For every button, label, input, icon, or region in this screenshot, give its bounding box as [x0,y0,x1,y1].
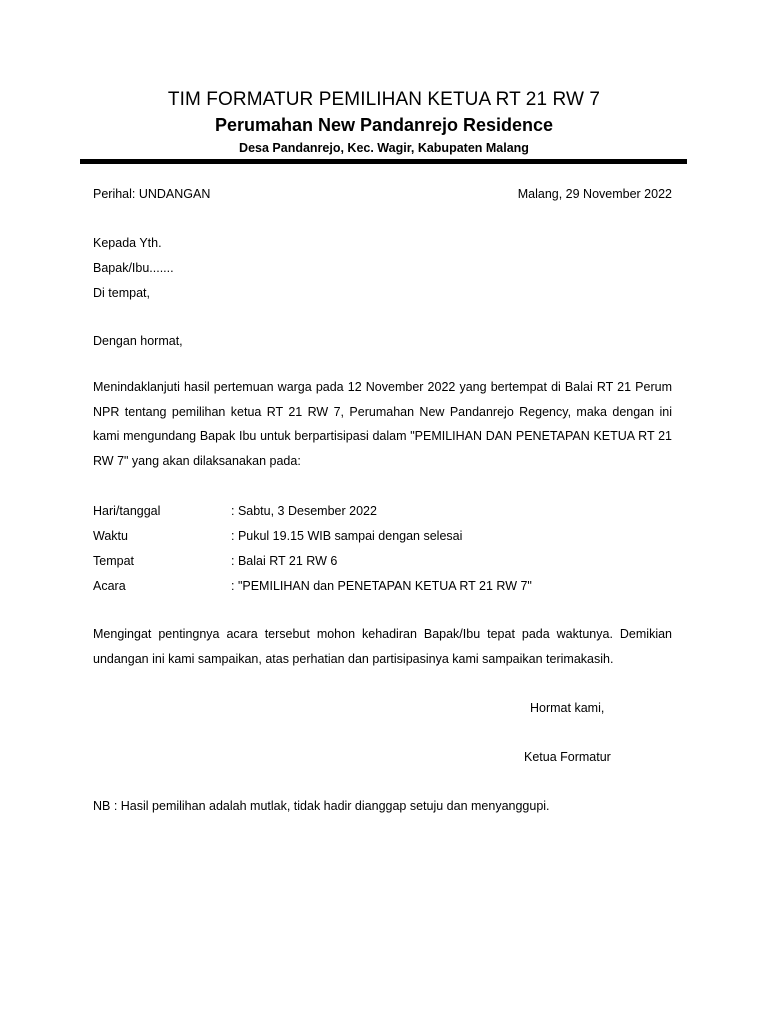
letterhead-address: Desa Pandanrejo, Kec. Wagir, Kabupaten Malang [239,141,529,155]
detail-label: Tempat [93,554,134,568]
subject-line: Perihal: UNDANGAN [93,187,211,201]
place-date: Malang, 29 November 2022 [517,187,672,201]
letterhead-title: TIM FORMATUR PEMILIHAN KETUA RT 21 RW 7 [167,89,601,110]
letterhead-subtitle: Perumahan New Pandanrejo Residence [214,115,554,135]
detail-label: Acara [93,579,126,593]
sign-off: Hormat kami, [530,701,605,715]
detail-label: Waktu [93,529,128,543]
closing-paragraph: Mengingat pentingnya acara tersebut mohon kehadiran Bapak/Ibu tepat pada waktunya. Demikian undangan ini kami sampaikan, atas perhatian dan partisipasinya kami sampaikan terimakasih. [93,627,672,666]
letterhead [80,88,688,157]
recipient-line-2: Bapak/Ibu....... [93,261,174,275]
detail-label: Hari/tanggal [93,504,161,518]
letterhead-divider [80,159,687,164]
footnote: NB : Hasil pemilihan adalah mutlak, tidak hadir dianggap setuju dan menyanggupi. [93,799,550,813]
signatory-title: Ketua Formatur [524,750,611,764]
recipient-line-3: Di tempat, [93,286,150,300]
detail-value: : Sabtu, 3 Desember 2022 [231,504,377,518]
body-intro-paragraph: Menindaklanjuti hasil pertemuan warga pada 12 November 2022 yang bertempat di Balai RT 21 Perum NPR tentang pemilihan ketua RT 21 RW 7, Perumahan New Pandanrejo Regency, maka dengan ini kami mengundang Bapak Ibu untuk berpartisipasi dalam "PEMILIHAN DAN PENETAPAN KETUA RT 21 RW 7" yang akan dilaksanakan pada: [93,380,672,468]
greeting: Dengan hormat, [93,334,183,348]
detail-value: : Pukul 19.15 WIB sampai dengan selesai [231,529,463,543]
recipient-line-1: Kepada Yth. [93,236,162,250]
detail-value: : "PEMILIHAN dan PENETAPAN KETUA RT 21 RW 7" [231,579,532,593]
detail-value: : Balai RT 21 RW 6 [231,554,338,568]
